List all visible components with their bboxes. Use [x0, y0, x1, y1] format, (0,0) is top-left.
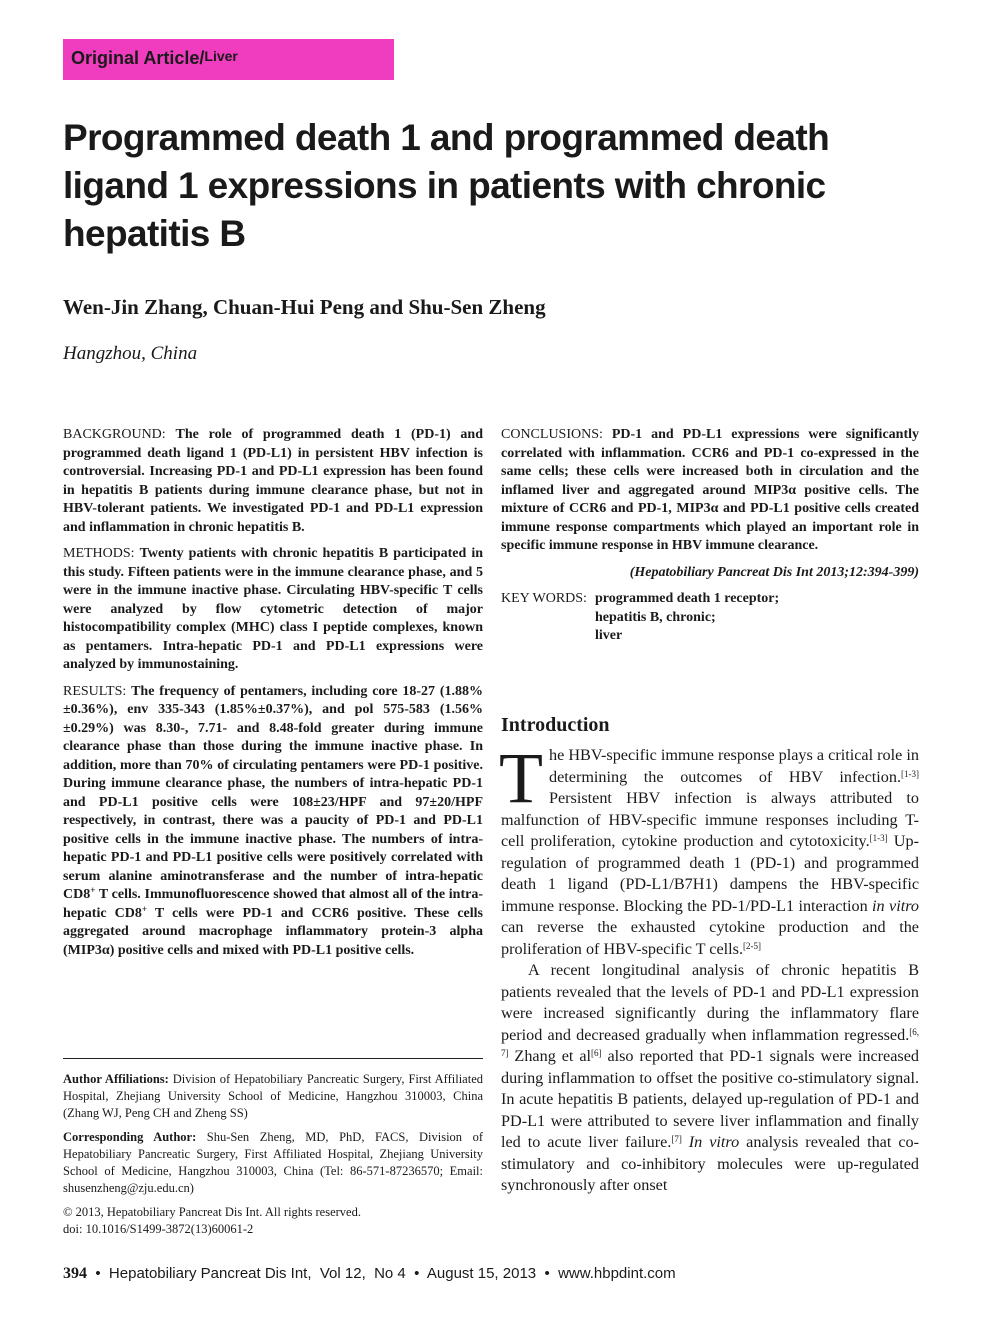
- keywords: [501, 590, 919, 646]
- footnotes: [63, 1071, 483, 1238]
- reference[interactable]: [6, 7]: [501, 1026, 919, 1058]
- intro-paragraph-1: The HBV-specific immune response plays a critical role in determining the outcomes of HBV infection.[1-3] Persistent HBV infection is always attributed to malfunction of HBV-specific immune responses including T-cell proliferation, cytokine production and cytotoxicity.[1-3] Up-regulation of programmed death 1 (PD-1) and programmed death 1 ligand (PD-L1/B7H1) dampens the HBV-specific immune response. Blocking the PD-1/PD-L1 interaction in vitro can reverse the exhausted cytokine production and the proliferation of HBV-specific T cells.[2-5]: [499, 738, 919, 958]
- footnote-divider: [63, 1058, 483, 1059]
- keywords-label: KEY WORDS:: [501, 591, 587, 606]
- drop-cap: T: [499, 738, 543, 818]
- article-type: Original Article: [71, 48, 200, 68]
- abstract-results: [63, 683, 483, 961]
- journal-url[interactable]: www.hbpdint.com: [558, 1265, 676, 1282]
- page-number: 394: [63, 1265, 87, 1282]
- section-label: CONCLUSIONS:: [501, 427, 603, 442]
- section-label: RESULTS:: [63, 683, 127, 699]
- volume: Vol 12,: [319, 1265, 366, 1282]
- copyright: © 2013, Hepatobiliary Pancreat Dis Int. All rights reserved.: [63, 1205, 361, 1219]
- abstract-left-column: [63, 426, 483, 968]
- issue: No 4: [374, 1265, 406, 1282]
- section-text: PD-1 and PD-L1 expressions were significantly correlated with inflammation. CCR6 and PD-1 co-expressed in the same cells; these cells were increased both in circulation and the inflamed liver and aggregated around MIP3α positive cells. The mixture of CCR6 and PD-1, MIP3α and PD-L1 positive cells created immune response compartments which played an important role in specific immune response in HBV immune clearance.: [501, 427, 919, 553]
- author-affiliations: Author Affiliations: Division of Hepatobiliary Pancreatic Surgery, First Affiliated Hospital, Zhejiang University School of Medicine, Hangzhou 310003, China (Zhang WJ, Peng CH and Zheng SS): [63, 1072, 483, 1120]
- article-type-banner: [63, 39, 394, 80]
- abstract-methods: [63, 545, 483, 675]
- section-label: METHODS:: [63, 546, 135, 561]
- section-text: The role of programmed death 1 (PD-1) and programmed death ligand 1 (PD-L1) in persistent HBV infection is controversial. Increasing PD-1 and PD-L1 expression has been found in hepatitis B patients during immune clearance phase, but not in HBV-tolerant patients. We investigated PD-1 and PD-L1 expression and inflammation in chronic hepatitis B.: [63, 427, 483, 535]
- article-type-separator: /: [199, 48, 205, 68]
- page-footer: 394 • Hepatobiliary Pancreat Dis Int, Vol 12, No 4 • August 15, 2013 • www.hbpdint.com: [63, 1265, 676, 1282]
- article-subtype: Liver: [204, 48, 238, 64]
- reference[interactable]: [1-3]: [901, 768, 919, 779]
- keywords-values: [595, 590, 779, 646]
- section-text: Twenty patients with chronic hepatitis B participated in this study. Fifteen patients were in the immune clearance phase, and 5 were in the immune inactive phase. Circulating HBV-specific T cells were analyzed by flow cytometric detection of major histocompatibility complex (MHC) class I peptide complexes, known as pentamers. Intra-hepatic PD-1 and PD-L1 expressions were analyzed by immunostaining.: [63, 546, 484, 672]
- author-list: Wen-Jin Zhang, Chuan-Hui Peng and Shu-Sen Zheng: [63, 295, 546, 319]
- doi: doi: 10.1016/S1499-3872(13)60061-2: [63, 1222, 254, 1236]
- keyword: liver: [595, 628, 623, 643]
- section-label: BACKGROUND:: [63, 427, 166, 442]
- introduction-heading: Introduction: [501, 714, 610, 736]
- intro-paragraph-2: A recent longitudinal analysis of chronic hepatitis B patients revealed that the levels of PD-1 and PD-L1 expression were increased significantly during the inflammatory flare period and decreased gradually when inflammation regressed.[6, 7] Zhang et al[6] also reported that PD-1 signals were increased during inflammation to offset the positive co-stimulatory signal. In acute hepatitis B patients, delayed up-regulation of PD-1 and PD-L1 were attributed to severe liver inflammation and finally led to acute liver failure.[7] In vitro analysis revealed that co-stimulatory and co-inhibitory molecules were up-regulated synchronously after onset: [501, 961, 919, 1194]
- reference[interactable]: [6]: [591, 1048, 602, 1058]
- issue-date: August 15, 2013: [426, 1265, 537, 1282]
- journal-name: Hepatobiliary Pancreat Dis Int,: [108, 1265, 312, 1282]
- reference[interactable]: [1-3]: [869, 833, 888, 843]
- author-location: Hangzhou, China: [63, 343, 198, 364]
- keyword: programmed death 1 receptor;: [595, 591, 780, 606]
- reference[interactable]: [2-5]: [743, 940, 762, 951]
- corresponding-author: Corresponding Author: Shu-Sen Zheng, MD, PhD, FACS, Division of Hepatobiliary Pancreatic Surgery, First Affiliated Hospital, Zhejiang University School of Medicine, Hangzhou 310003, China (Tel: 86-571-87236570; Email: shusenzheng@zju.edu.cn): [63, 1130, 484, 1195]
- keyword: hepatitis B, chronic;: [595, 609, 716, 625]
- introduction-body: [499, 738, 919, 1197]
- abstract-background: [63, 426, 483, 537]
- section-text: The frequency of pentamers, including core 18-27 (1.88%±0.36%), env 335-343 (1.85%±0.37%), and pol 575-583 (1.56%±0.29%) was 8.30-, 7.71- and 8.48-fold greater during immune clearance phase than those during the immune inactive phase. In addition, more than 70% of circulating pentamers were PD-1 positive. During immune clearance phase, the numbers of intra-hepatic PD-1 and PD-L1 positive cells were 108±23/HPF and 97±20/HPF respectively, in contrast, there was a paucity of PD-1 and PD-L1 positive cells in the immune inactive phase. The numbers of intra-hepatic PD-1 and PD-L1 positive cells were positively correlated with serum alanine aminotransferase and the number of intra-hepatic CD8+ T cells. Immunofluorescence showed that almost all of the intra-hepatic CD8+ T cells were PD-1 and CCR6 positive. These cells aggregated around macrophage inflammatory protein-3 alpha (MIP3α) positive cells and mixed with PD-L1 positive cells.: [63, 683, 483, 958]
- abstract-conclusions: [501, 426, 919, 556]
- citation: (Hepatobiliary Pancreat Dis Int 2013;12:394-399): [629, 564, 919, 580]
- abstract-right-column: [501, 426, 919, 646]
- article-title: Programmed death 1 and programmed death ligand 1 expressions in patients with chronic hepatitis B: [63, 117, 830, 254]
- reference[interactable]: [7]: [671, 1134, 682, 1144]
